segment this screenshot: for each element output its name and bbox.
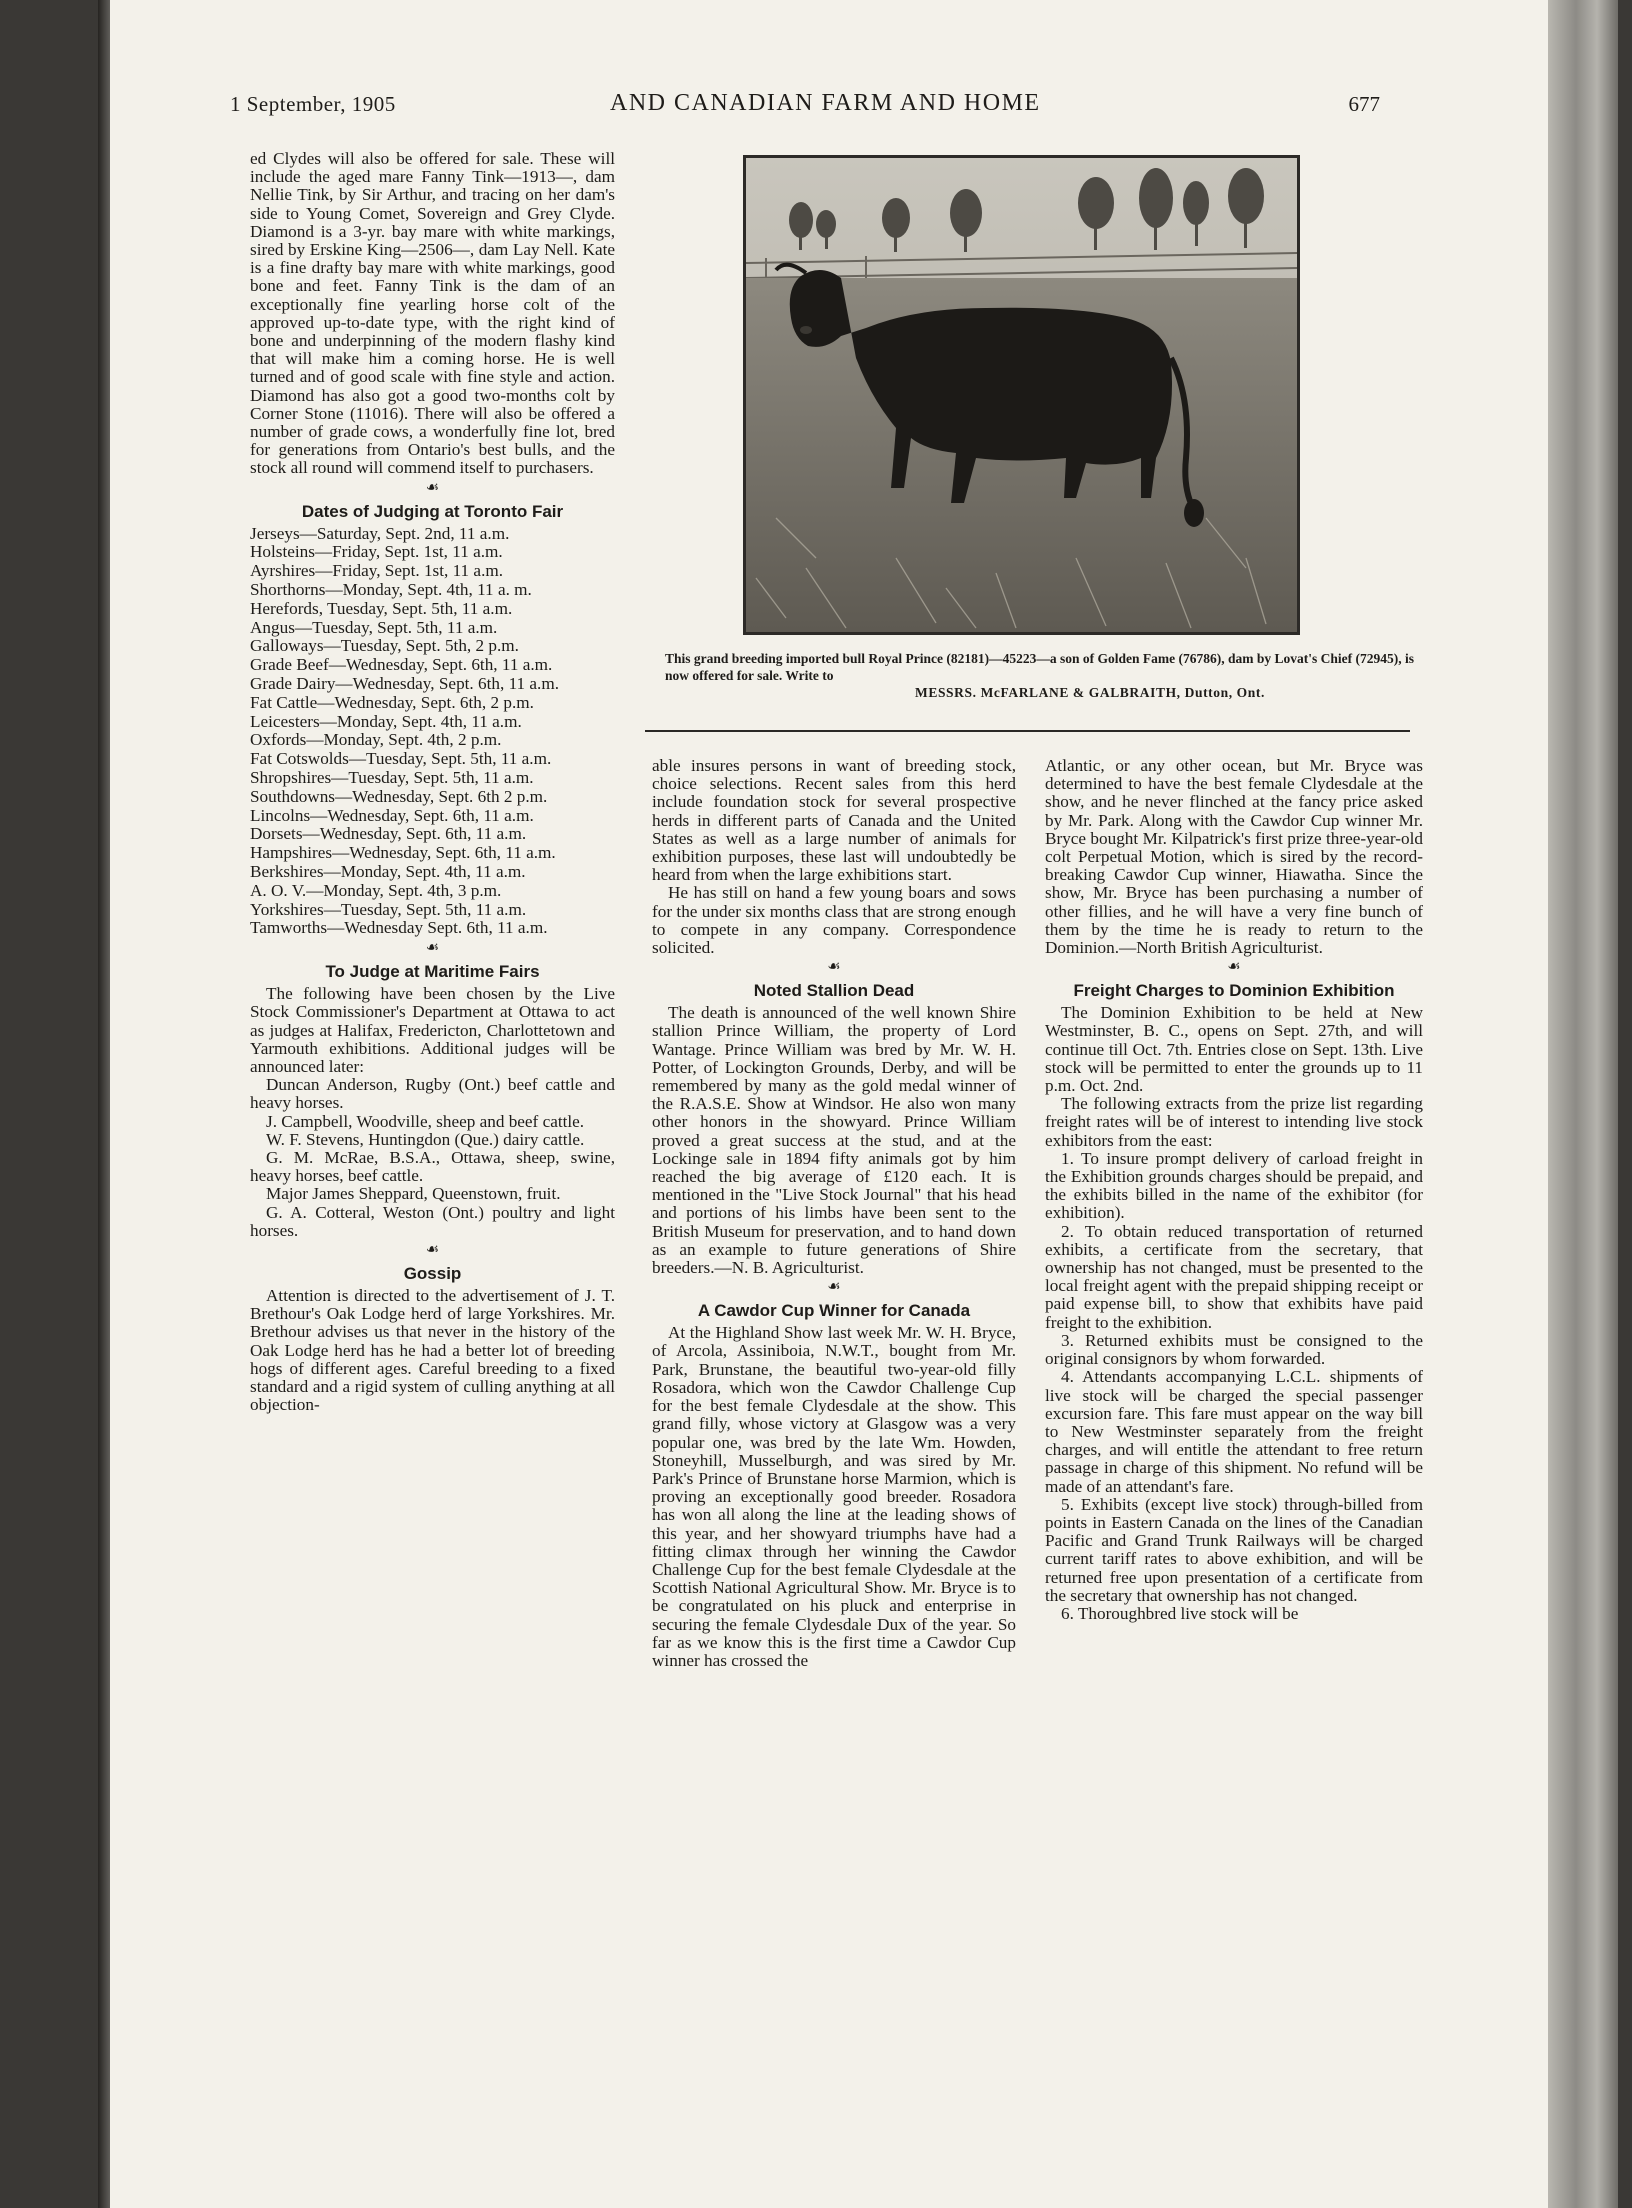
- list-item: Shropshires—Tuesday, Sept. 5th, 11 a.m.: [250, 768, 534, 788]
- publication-title: AND CANADIAN FARM AND HOME: [610, 90, 1041, 116]
- caption-credit: MESSRS. McFARLANE & GALBRAITH, Dutton, Ont.: [915, 685, 1265, 700]
- column-left: [250, 150, 615, 1414]
- list-item: Grade Dairy—Wednesday, Sept. 6th, 11 a.m.: [250, 674, 560, 694]
- list-item: Leicesters—Monday, Sept. 4th, 11 a.m.: [250, 711, 522, 731]
- list-item: Hampshires—Wednesday, Sept. 6th, 11 a.m.: [250, 843, 556, 863]
- paragraph: G. M. McRae, B.S.A., Ottawa, sheep, swine, heavy horses, beef cattle.: [250, 1148, 615, 1186]
- paragraph: Atlantic, or any other ocean, but Mr. Bryce was determined to have the best female Clydesdale at the show, and he never flinched at the fancy price asked by Mr. Park. Along with the Cawdor Cup winner Mr. Bryce bought Mr. Kilpatrick's first prize three-year-old colt Perpetual Motion, which is sired by the record-breaking Cawdor Cup winner, Hiawatha. Since the show, Mr. Bryce has been purchasing a number of other fillies, and he will have a very fine bunch of them by the time he is ready to return to the Dominion.—North British Agriculturist.: [1045, 756, 1423, 958]
- ornament-icon: ☙: [827, 959, 841, 976]
- ornament-icon: ☙: [827, 1279, 841, 1296]
- paragraph: 4. Attendants accompanying L.C.L. shipments of live stock will be charged the special passenger excursion fare. This fare must appear on the way bill to New Westminster separately from the freight charges, and will entitle the attendant to free return passage in charge of this shipment. No refund will be made of an attendant's fare.: [1045, 1367, 1423, 1496]
- list-item: Oxfords—Monday, Sept. 4th, 2 p.m.: [250, 730, 502, 750]
- paragraph: able insures persons in want of breeding stock, choice selections. Recent sales from this herd include foundation stock for several prospective herds in different parts of Canada and the United States as well as a large number of animals for exhibition purposes, these last will undoubtedly be heard from when the large exhibitions start.: [652, 756, 1016, 885]
- list-item: Tamworths—Wednesday Sept. 6th, 11 a.m.: [250, 918, 548, 938]
- section-heading: Noted Stallion Dead: [753, 981, 915, 1001]
- list-item: Dorsets—Wednesday, Sept. 6th, 11 a.m.: [250, 824, 527, 844]
- paragraph: The following have been chosen by the Live Stock Commissioner's Department at Ottawa to act as judges at Halifax, Fredericton, Charlottetown and Yarmouth exhibitions. Additional judges will be announced later:: [250, 984, 615, 1076]
- list-item: A. O. V.—Monday, Sept. 4th, 3 p.m.: [250, 880, 502, 900]
- list-item: Lincolns—Wednesday, Sept. 6th, 11 a.m.: [250, 805, 534, 825]
- list-item: Angus—Tuesday, Sept. 5th, 11 a.m.: [250, 617, 498, 637]
- section-heading: A Cawdor Cup Winner for Canada: [697, 1301, 971, 1321]
- ornament-icon: ☙: [425, 1242, 440, 1259]
- page-number: 677: [1348, 92, 1380, 116]
- section-heading: To Judge at Maritime Fairs: [325, 962, 540, 982]
- list-item: Fat Cotswolds—Tuesday, Sept. 5th, 11 a.m.: [250, 749, 552, 769]
- paragraph: The death is announced of the well known Shire stallion Prince William, the property of Lord Wantage. Prince William was bred by Mr. W. H. Potter, of Lockington Grounds, Derby, and will be remembered by many as the gold medal winner of the R.A.S.E. Show at Windsor. He also won many other honors in the showyard. Prince William proved a great success at the stud, and at the Lockinge sale in 1894 fifty animals got by him reached the big average of £120 each. It is mentioned in the "Live Stock Journal" that his head and portions of his limbs have been sent to the British Museum for preservation, and to hand down as an example to future generations of Shire breeders.—N. B. Agriculturist.: [652, 1003, 1016, 1278]
- paragraph: The Dominion Exhibition to be held at New Westminster, B. C., opens on Sept. 27th, and will continue till Oct. 7th. Entries close on Sept. 13th. Live stock will be permitted to enter the grounds up to 11 p.m. Oct. 2nd.: [1045, 1003, 1423, 1096]
- section-heading: Dates of Judging at Toronto Fair: [301, 501, 564, 521]
- page-edge: [1548, 0, 1618, 2208]
- paragraph: W. F. Stevens, Huntingdon (Que.) dairy cattle.: [266, 1129, 585, 1149]
- paragraph: Major James Sheppard, Queenstown, fruit.: [266, 1184, 561, 1204]
- list-item: Jerseys—Saturday, Sept. 2nd, 11 a.m.: [250, 523, 510, 543]
- column-right: [1045, 757, 1423, 1623]
- paragraph: He has still on hand a few young boars and sows for the under six months class that are strong enough to compete in any company. Correspondence solicited.: [652, 883, 1016, 958]
- paragraph: Duncan Anderson, Rugby (Ont.) beef cattle and heavy horses.: [250, 1075, 615, 1113]
- list-item: Fat Cattle—Wednesday, Sept. 6th, 2 p.m.: [250, 692, 534, 712]
- paragraph: ed Clydes will also be offered for sale. These will include the aged mare Fanny Tink—1913—, dam Nellie Tink, by Sir Arthur, and tracing on her dam's side to Young Comet, Sovereign and Grey Clyde. Diamond is a 3-yr. bay mare with white markings, sired by Erskine King—2506—, dam Lay Nell. Kate is a fine drafty bay mare with white markings, good bone and feet. Fanny Tink is the dam of an exceptionally fine yearling horse colt of the approved up-to-date type, with the right kind of bone and underpinning of the modern flashy kind that will make him a coming horse. He is well turned and of good scale with fine style and action. Diamond has also got a good two-months colt by Corner Stone (11016). There will also be offered a number of grade cows, a wonderfully fine lot, bred for generations from Ontario's best bulls, and the stock all round will commend itself to purchasers.: [250, 149, 615, 478]
- running-header: [230, 92, 1380, 122]
- list-item: Berkshires—Monday, Sept. 4th, 11 a.m.: [250, 862, 526, 881]
- list-item: Grade Beef—Wednesday, Sept. 6th, 11 a.m.: [250, 655, 553, 675]
- list-item: Shorthorns—Monday, Sept. 4th, 11 a. m.: [250, 580, 532, 600]
- ornament-icon: ☙: [425, 940, 440, 957]
- list-item: Herefords, Tuesday, Sept. 5th, 11 a.m.: [250, 598, 513, 618]
- paragraph: 5. Exhibits (except live stock) through-billed from points in Eastern Canada on the lines of the Canadian Pacific and Grand Trunk Railways will be charged current tariff rates to above exhibition, and will be returned free upon presentation of a certificate from the secretary that ownership has not changed.: [1045, 1494, 1423, 1605]
- list-item: Southdowns—Wednesday, Sept. 6th 2 p.m.: [250, 786, 548, 806]
- photo-caption: [665, 650, 1415, 701]
- list-item: Galloways—Tuesday, Sept. 5th, 2 p.m.: [250, 636, 519, 656]
- horizontal-rule: [645, 730, 1410, 732]
- paragraph: 3. Returned exhibits must be consigned to the original consignors by whom forwarded.: [1045, 1330, 1423, 1369]
- ornament-icon: ☙: [1227, 959, 1241, 976]
- paragraph: At the Highland Show last week Mr. W. H. Bryce, of Arcola, Assiniboia, N.W.T., bought from Mr. Park, Brunstane, the beautiful two-year-old filly Rosadora, which won the Cawdor Challenge Cup for the best female Clydesdale at the show. This grand filly, whose victory at Glasgow was a very popular one, was bred by the late Wm. Howden, Stoneyhill, Musselburgh, and was sired by Mr. Park's Prince of Brunstane horse Marmion, which is proving an exceptionally good breeder. Rosadora has won all along the line at the leading shows of this year, and her showyard triumphs have had a fitting climax through her winning the Cawdor Challenge Cup for the best female Clydesdale at the Scottish National Agricultural Show. Mr. Bryce is to be congratulated on his pluck and enterprise in securing the female Clydesdale Dux of the year. So far as we know this is the first time a Cawdor Cup winner has crossed the: [652, 1323, 1016, 1670]
- ornament-icon: ☙: [425, 479, 440, 496]
- paragraph: 6. Thoroughbred live stock will be: [1061, 1603, 1299, 1623]
- paragraph: J. Campbell, Woodville, sheep and beef cattle.: [266, 1111, 585, 1131]
- section-heading: Gossip: [403, 1264, 462, 1284]
- bull-illustration: [746, 158, 1297, 632]
- paragraph: G. A. Cotteral, Weston (Ont.) poultry and light horses.: [250, 1202, 615, 1240]
- list-item: Yorkshires—Tuesday, Sept. 5th, 11 a.m.: [250, 899, 527, 919]
- paragraph: 1. To insure prompt delivery of carload freight in the Exhibition grounds charges should be prepaid, and the exhibits billed in the name of the exhibitor (for exhibition).: [1045, 1148, 1423, 1223]
- column-middle: [652, 757, 1016, 1670]
- paragraph: The following extracts from the prize list regarding freight rates will be of interest to intending live stock exhibitors from the east:: [1045, 1094, 1423, 1150]
- issue-date: 1 September, 1905: [230, 92, 396, 116]
- list-item: Ayrshires—Friday, Sept. 1st, 11 a.m.: [250, 561, 504, 581]
- list-item: Holsteins—Friday, Sept. 1st, 11 a.m.: [250, 542, 503, 562]
- section-heading: Freight Charges to Dominion Exhibition: [1073, 981, 1395, 1001]
- paragraph: Attention is directed to the advertisement of J. T. Brethour's Oak Lodge herd of large Yorkshires. Mr. Brethour advises us that never in the history of the Oak Lodge herd has he had a better lot of breeding hogs of different ages. Careful breeding to a fixed standard and a rigid system of culling anything at all objection-: [250, 1286, 615, 1415]
- bull-photograph: [743, 155, 1300, 635]
- photo-frame: [743, 155, 1300, 635]
- judging-list: [250, 525, 615, 939]
- caption-text: This grand breeding imported bull Royal Prince (82181)—45223—a son of Golden Fame (76786), dam by Lovat's Chief (72945), is now offered for sale. Write to: [665, 651, 1415, 683]
- paragraph: 2. To obtain reduced transportation of returned exhibits, a certificate from the secretary, that ownership has not changed, must be presented to the local freight agent with the prepaid shipping receipt or paid expense bill, to show that exhibits have paid freight to the exhibition.: [1045, 1221, 1423, 1332]
